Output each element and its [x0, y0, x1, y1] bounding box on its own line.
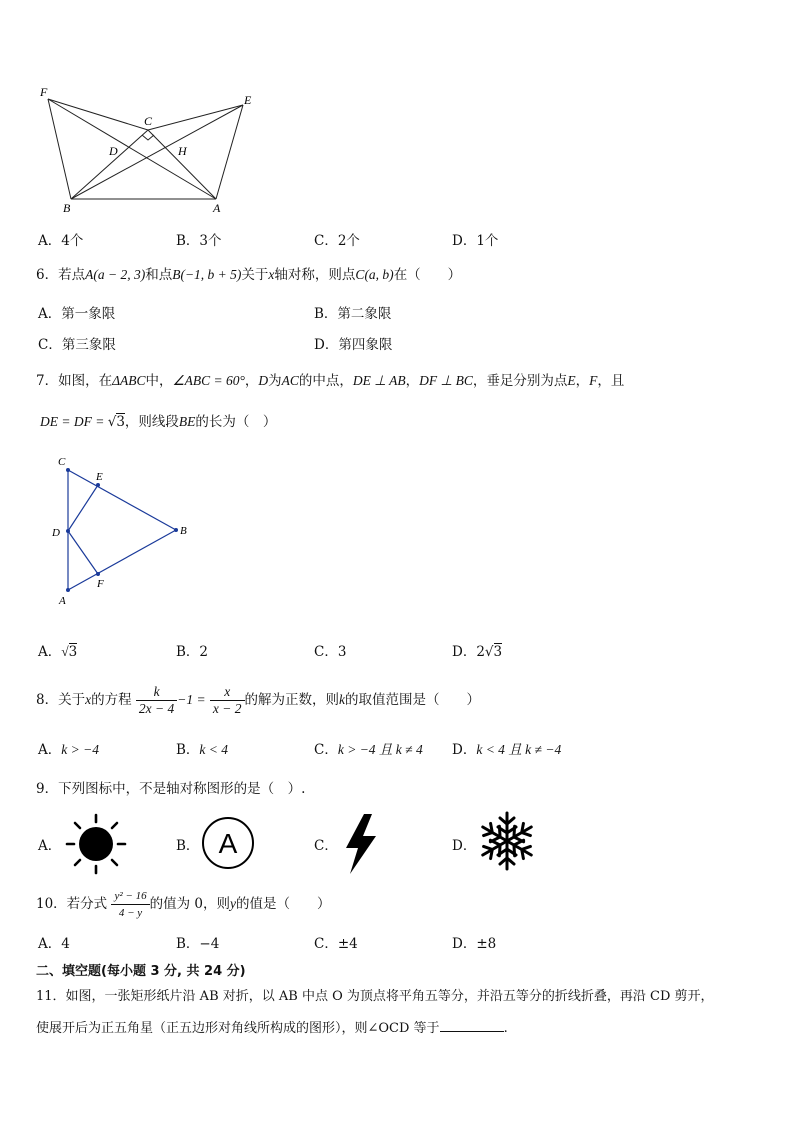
lightning-icon: [340, 812, 382, 876]
q10-option-d: D．±8: [452, 936, 497, 952]
q6-option-a: A．第一象限: [38, 306, 116, 322]
sun-icon: [64, 812, 128, 876]
q10-option-b: B．−4: [176, 936, 220, 952]
q7-stem-line1: 7．如图，在ΔABC中，∠ABC = 60°，D为AC的中点，DE ⊥ AB，DF ⊥ BC，垂足分别为点E，F，且: [36, 373, 625, 389]
q8-option-c: C．k > −4 且 k ≠ 4: [314, 742, 423, 758]
label-B: B: [180, 525, 187, 537]
q6-option-b: B．第二象限: [314, 306, 392, 322]
label-F: F: [40, 85, 48, 99]
q8-stem: 8．关于x的方程 $\frac{k}{2x - 4}$ −1 = $\frac{x}{x - 2}$ 的解为正数，则k的取值范围是（ ）: [36, 684, 481, 716]
label-E: E: [96, 471, 103, 483]
q8-option-a: A．k > −4: [38, 742, 99, 758]
figure-1-diagram: [36, 84, 266, 216]
q8-fraction-2: $\frac{x}{x - 2}$: [210, 684, 245, 717]
q9-option-a: A．: [38, 838, 62, 854]
q9-option-d: D．: [452, 838, 477, 854]
q11-stem-line2: 使展开后为正五角星（正五边形对角线所构成的图形），则∠OCD 等于 .: [36, 1021, 508, 1036]
q7-option-a: A．√3: [38, 644, 78, 660]
q7-stem-line2: DE = DF = √3，则线段BE的长为（ ）: [40, 414, 277, 430]
label-F: F: [97, 578, 104, 590]
label-C: C: [58, 456, 66, 468]
snowflake-icon: [476, 810, 538, 872]
q5-option-d: D．1个: [452, 233, 499, 249]
q10-fraction: $\frac{\text{y² − 16}}{4 - y}$: [111, 888, 149, 921]
q11-stem-line1: 11．如图，一张矩形纸片沿 AB 对折，以 AB 中点 O 为顶点将平角五等分，并沿五等分的折线折叠，再沿 CD 剪开，: [36, 989, 714, 1004]
label-A: A: [59, 595, 66, 607]
q10-option-c: C．±4: [314, 936, 358, 952]
label-B: B: [63, 201, 71, 215]
q9-option-c: C．: [314, 838, 338, 854]
q8-option-d: D．k < 4 且 k ≠ −4: [452, 742, 562, 758]
answer-blank[interactable]: [440, 1019, 504, 1032]
q5-option-a: A．4个: [38, 233, 84, 249]
section-heading: 二、填空题(每小题 3 分, 共 24 分): [36, 964, 246, 979]
circle-letter: A: [218, 828, 238, 859]
q7-triangle-diagram: [48, 452, 198, 612]
q7-option-b: B．2: [176, 644, 209, 660]
circle-letter-a-icon: [200, 815, 256, 871]
q6-option-c: C．第三象限: [38, 337, 116, 353]
q5-option-c: C．2个: [314, 233, 360, 249]
q9-option-b: B．: [176, 838, 200, 854]
q6-option-d: D．第四象限: [314, 337, 393, 353]
q8-option-b: B．k < 4: [176, 742, 229, 758]
label-D: D: [52, 527, 60, 539]
q10-stem: 10．若分式 $\frac{\text{y² − 16}}{4 - y}$ 的值为 0，则y的值是（ ）: [36, 890, 331, 919]
label-E: E: [244, 93, 252, 107]
label-C: C: [144, 114, 153, 128]
q6-stem: 6．若点A(a − 2, 3)和点B(−1, b + 5)关于x轴对称，则点C(a, b)在（ ）: [36, 267, 462, 283]
label-A: A: [213, 201, 221, 215]
q7-option-c: C．3: [314, 644, 347, 660]
label-H: H: [178, 144, 187, 158]
label-D: D: [109, 144, 118, 158]
q10-option-a: A．4: [38, 936, 70, 952]
q7-option-d: D．2√3: [452, 644, 503, 660]
q8-fraction-1: $\frac{k}{2x - 4}$: [136, 684, 177, 717]
q9-stem: 9．下列图标中，不是轴对称图形的是（ ）.: [36, 781, 306, 797]
q5-option-b: B．3个: [176, 233, 222, 249]
